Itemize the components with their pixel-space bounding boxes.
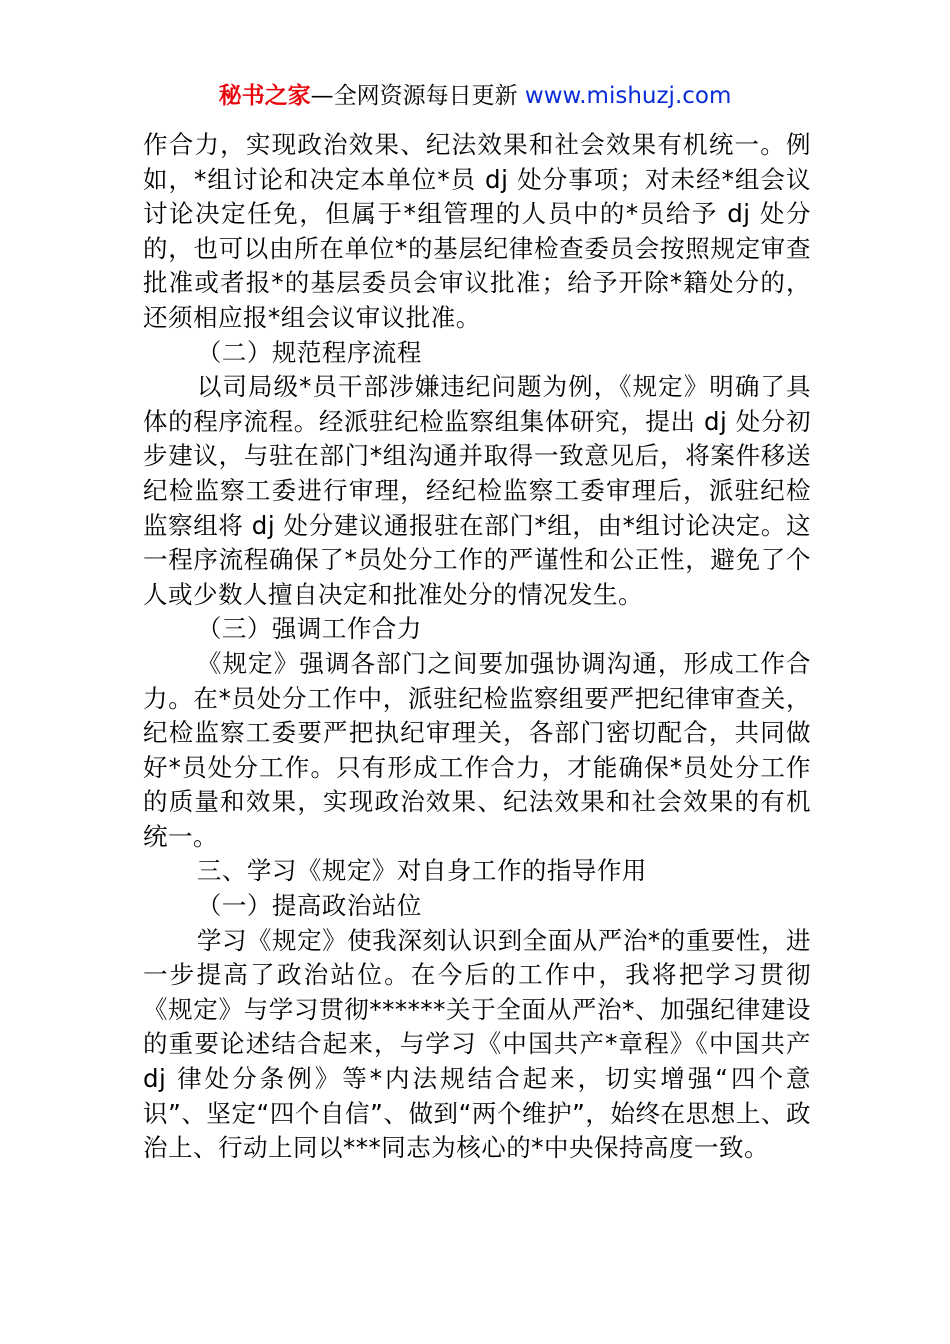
site-url-link[interactable]: www.mishuzj.com [524, 83, 732, 109]
paragraph: 以司局级*员干部涉嫌违纪问题为例，《规定》明确了具体的程序流程。经派驻纪检监察组集体研究，提出 dj 处分初步建议，与驻在部门*组沟通并取得一致意见后，将案件移送纪检监察工委进行审理，经纪检监察工委审理后，派驻纪检监察组将 dj 处分建议通报驻在部门*组，由*组讨论决定。这一程序流程确保了*员处分工作的严谨性和公正性，避免了个人或少数人擅自决定和批准处分的情况发生。 [143, 372, 811, 609]
document-body [143, 128, 811, 1166]
site-header [0, 80, 950, 112]
brand-name: 秘书之家 [218, 83, 311, 109]
chapter-heading: 三、学习《规定》对自身工作的指导作用 [196, 856, 647, 886]
paragraph: 学习《规定》使我深刻认识到全面从严治*的重要性，进一步提高了政治站位。在今后的工作中，我将把学习贯彻《规定》与学习贯彻******关于全面从严治*、加强纪律建设的重要论述结合起来，与学习《中国共产*章程》《中国共产 dj 律处分条例》等*内法规结合起来，切实增强“四个意识”、坚定“四个自信”、做到“两个维护”，始终在思想上、政治上、行动上同以***同志为核心的*中央保持高度一致。 [143, 925, 811, 1163]
section-heading: （二）规范程序流程 [196, 337, 422, 367]
section-heading: （一）提高政治站位 [196, 891, 422, 921]
section-heading: （三）强调工作合力 [196, 614, 422, 644]
paragraph: 作合力，实现政治效果、纪法效果和社会效果有机统一。例如，*组讨论和决定本单位*员 dj 处分事项；对未经*组会议讨论决定任免，但属于*组管理的人员中的*员给予 dj 处分的，也可以由所在单位*的基层纪律检查委员会按照规定审查批准或者报*的基层委员会审议批准；给予开除*籍处分的，还须相应报*组会议审议批准。 [143, 130, 811, 332]
header-tagline: —全网资源每日更新 [310, 83, 525, 109]
paragraph: 《规定》强调各部门之间要加强协调沟通，形成工作合力。在*员处分工作中，派驻纪检监察组要严把纪律审查关，纪检监察工委要严把执纪审理关，各部门密切配合，共同做好*员处分工作。只有形成工作合力，才能确保*员处分工作的质量和效果，实现政治效果、纪法效果和社会效果的有机统一。 [143, 648, 811, 851]
